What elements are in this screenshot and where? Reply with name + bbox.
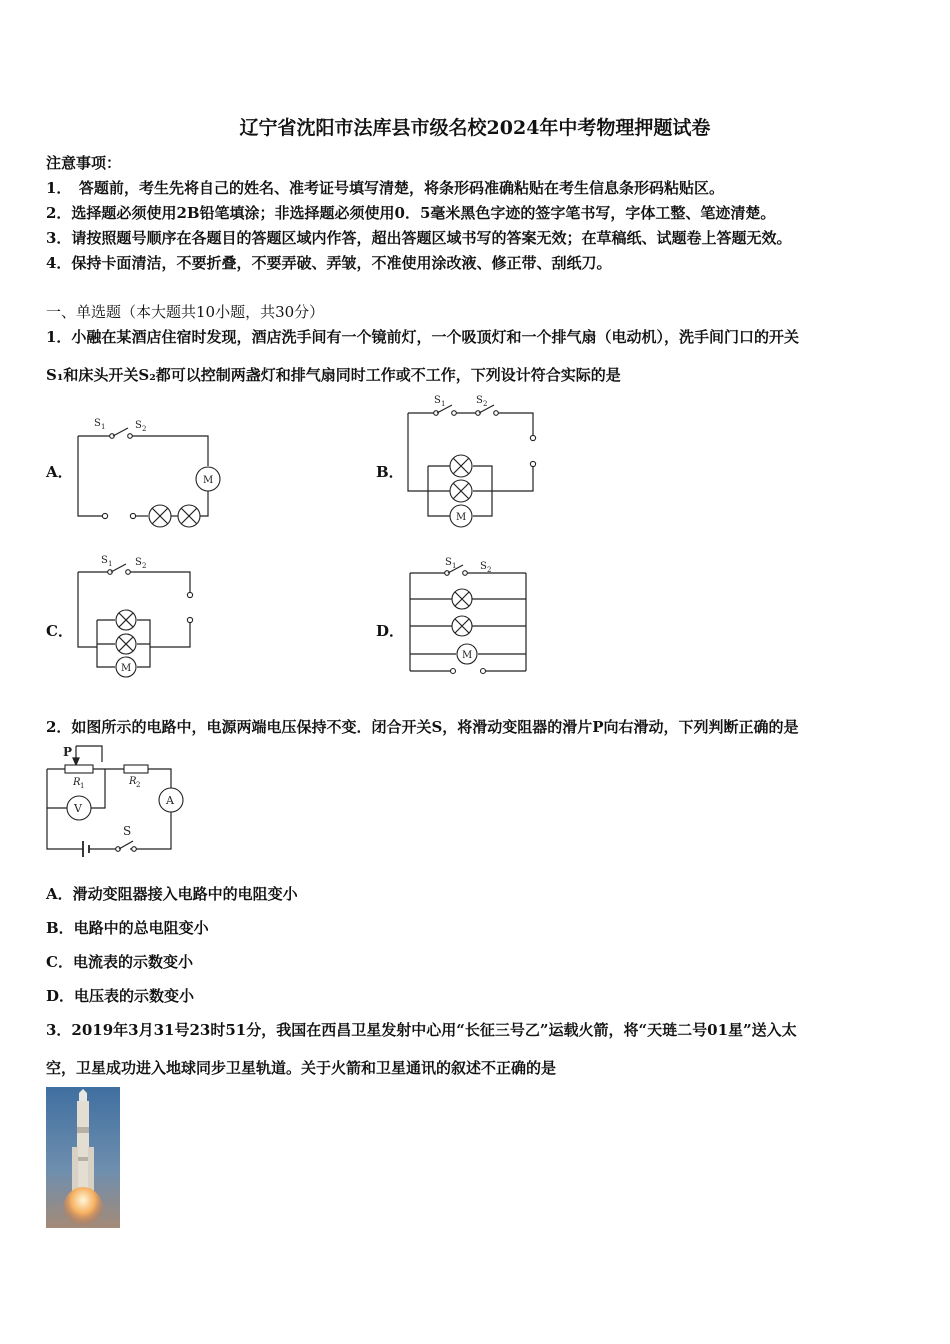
svg-text:1: 1 [441, 400, 446, 408]
svg-text:2: 2 [142, 425, 147, 433]
q1-option-b-label[interactable]: B． [376, 463, 404, 481]
notice-item-3: 3．请按照题号顺序在各题目的答题区域内作答，超出答题区域书写的答案无效；在草稿纸、试题卷上答题无效。 [46, 229, 792, 247]
svg-text:1: 1 [80, 782, 85, 790]
svg-text:S: S [476, 395, 483, 406]
svg-text:M: M [121, 663, 132, 674]
svg-text:V: V [74, 802, 82, 815]
q1-option-a-label[interactable]: A． [46, 463, 73, 481]
svg-text:S: S [101, 555, 108, 566]
svg-text:1: 1 [452, 562, 457, 570]
q1-option-d-label[interactable]: D． [376, 622, 405, 640]
svg-text:M: M [456, 512, 467, 523]
circuit-diagram-c [60, 552, 210, 682]
q2-option-d[interactable]: D．电压表的示数变小 [46, 987, 195, 1005]
circuit-diagram-q2 [40, 740, 200, 865]
q2-option-c[interactable]: C．电流表的示数变小 [46, 953, 193, 971]
svg-text:A: A [166, 794, 174, 807]
q2-stem: 2．如图所示的电路中，电源两端电压保持不变．闭合开关S，将滑动变阻器的滑片P向右滑动，下列判断正确的是 [46, 718, 799, 736]
circuit-diagram-d [400, 553, 540, 683]
svg-text:S: S [123, 824, 132, 838]
q1-stem-line2: S₁和床头开关S₂都可以控制两盏灯和排气扇同时工作或不工作，下列设计符合实际的是 [46, 366, 621, 384]
q2-option-a[interactable]: A．滑动变阻器接入电路中的电阻变小 [46, 885, 298, 903]
svg-text:M: M [462, 650, 473, 661]
q1-option-c-label[interactable]: C． [46, 622, 73, 640]
svg-text:S: S [94, 418, 101, 429]
svg-text:S: S [480, 561, 487, 572]
q3-stem-line2: 空，卫星成功进入地球同步卫星轨道。关于火箭和卫星通讯的叙述不正确的是 [46, 1059, 557, 1077]
svg-text:1: 1 [101, 423, 106, 431]
rocket-launch-photo [46, 1087, 120, 1228]
svg-text:2: 2 [142, 562, 147, 570]
notice-heading: 注意事项： [46, 154, 122, 172]
svg-text:S: S [445, 557, 452, 568]
svg-text:P: P [63, 745, 73, 759]
svg-text:2: 2 [483, 400, 488, 408]
svg-text:2: 2 [487, 566, 492, 574]
section-heading: 一、单选题（本大题共10小题，共30分） [46, 303, 325, 321]
page-title: 辽宁省沈阳市法库县市级名校2024年中考物理押题试卷 [239, 117, 711, 139]
q1-stem-line1: 1．小融在某酒店住宿时发现，酒店洗手间有一个镜前灯，一个吸顶灯和一个排气扇（电动机），洗手间门口的开关 [46, 328, 799, 346]
circuit-diagram-a [60, 408, 230, 533]
svg-text:S: S [135, 420, 142, 431]
notice-item-2: 2．选择题必须使用2B铅笔填涂；非选择题必须使用0．5毫米黑色字迹的签字笔书写，字体工整、笔迹清楚。 [46, 204, 776, 222]
svg-text:S: S [434, 395, 441, 406]
q2-option-b[interactable]: B．电路中的总电阻变小 [46, 919, 209, 937]
svg-text:1: 1 [108, 560, 113, 568]
motor-label: M [203, 475, 214, 486]
q3-stem-line1: 3．2019年3月31号23时51分，我国在西昌卫星发射中心用“长征三号乙”运载火箭，将“天琏二号01星”送入太 [46, 1021, 797, 1039]
svg-text:R: R [73, 777, 81, 788]
svg-text:R: R [129, 776, 137, 787]
svg-text:2: 2 [136, 781, 141, 789]
notice-item-1: 1． 答题前，考生先将自己的姓名、准考证号填写清楚，将条形码准确粘贴在考生信息条形码粘贴区。 [46, 179, 724, 197]
notice-item-4: 4．保持卡面清洁，不要折叠，不要弄破、弄皱，不准使用涂改液、修正带、刮纸刀。 [46, 254, 612, 272]
svg-text:S: S [135, 557, 142, 568]
circuit-diagram-b [400, 393, 550, 533]
